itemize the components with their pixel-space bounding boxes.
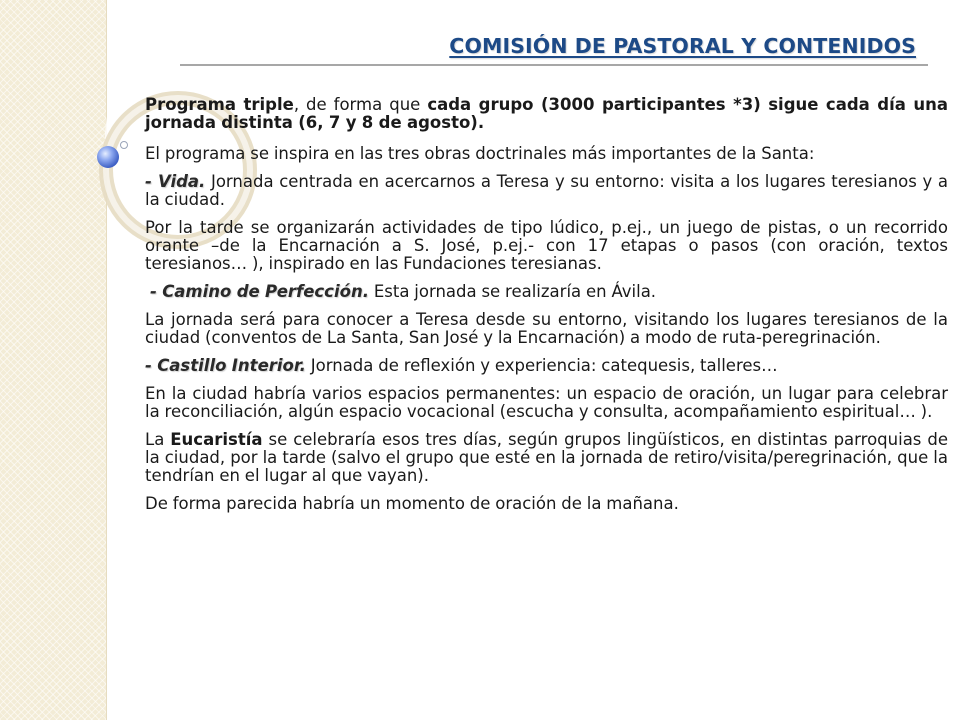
inspiration-paragraph: El programa se inspira en las tres obras doctrinales más importantes de la Santa: [145,144,815,163]
vida-label: - Vida. [145,172,206,191]
body-text [145,96,948,523]
camino-label: - Camino de Perfección. [150,282,369,301]
eucaristia-bold: Eucaristía [170,430,263,449]
eucaristia-text: se celebraría esos tres días, según grupos lingüísticos, en distintas parroquias de la ciudad, por la tarde (salvo el grupo que esté en la jornada de retiro/visita/peregrinación, que la tendrían en el lugar al que vayan). [145,430,948,485]
city-paragraph: En la ciudad habría varios espacios permanentes: un espacio de oración, un lugar para celebrar la reconciliación, algún espacio vocacional (escucha y consulta, acompañamiento espiritual… ). [145,384,948,421]
castillo-text: Jornada de reflexión y experiencia: catequesis, talleres… [305,356,778,375]
jornada-paragraph: La jornada será para conocer a Teresa desde su entorno, visitando los lugares teresianos de la ciudad (conventos de La Santa, San José y la Encarnación) a modo de ruta-peregrinación. [145,310,948,347]
vida-paragraph [145,173,948,209]
camino-text: Esta jornada se realizaría en Ávila. [368,282,657,301]
decorative-sidebar [0,0,107,720]
camino-paragraph [145,283,948,301]
small-dot [121,142,128,149]
page-title: COMISIÓN DE PASTORAL Y CONTENIDOS [449,34,916,58]
eucaristia-paragraph [145,431,948,485]
intro-bold-1: Programa triple [145,95,294,114]
final-paragraph: De forma parecida habría un momento de oración de la mañana. [145,494,679,513]
eucaristia-pre: La [145,430,171,449]
intro-bold-2: cada grupo (3000 participantes *3) sigue cada día una jornada distinta (6, 7 y 8 de agosto). [145,95,948,132]
title-divider [180,64,928,66]
afternoon-paragraph: Por la tarde se organizarán actividades de tipo lúdico, p.ej., un juego de pistas, o un recorrido orante –de la Encarnación a S. José, p.ej.- con 17 etapas o pasos (con oración, textos teresianos… ), inspirado en las Fundaciones teresianas. [145,218,948,273]
castillo-label: - Castillo Interior. [145,356,306,375]
castillo-paragraph [145,357,948,375]
intro-paragraph [145,96,948,132]
vida-text: Jornada centrada en acercarnos a Teresa y su entorno: visita a los lugares teresianos y a la ciudad. [145,172,948,209]
intro-text: , de forma que [293,95,428,114]
